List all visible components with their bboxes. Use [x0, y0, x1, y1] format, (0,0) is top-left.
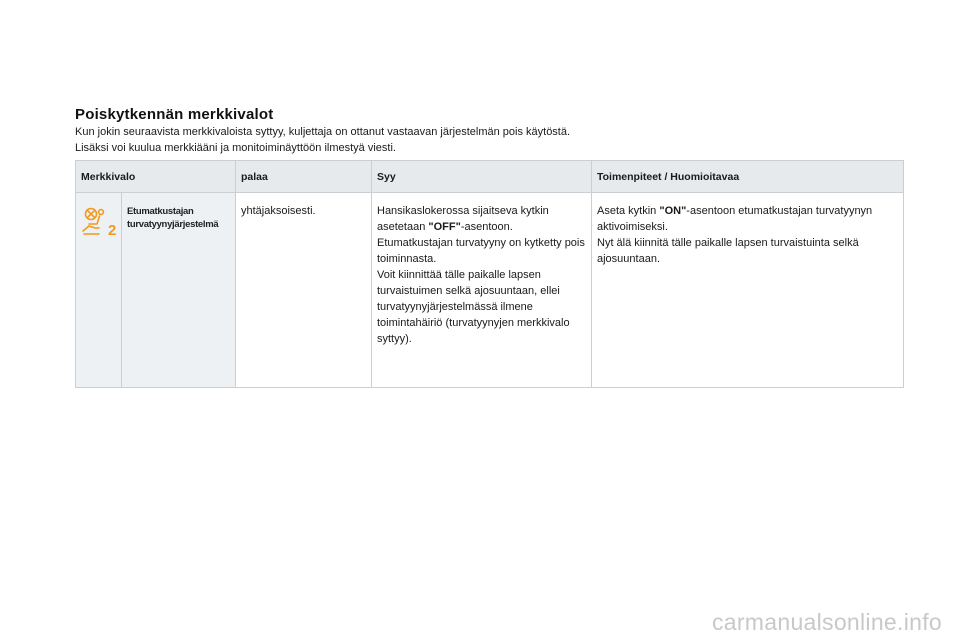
cause-paragraph: Etumatkustajan turvatyyny on kytketty pois toiminnasta. [377, 237, 585, 265]
lamp-name-cell [122, 193, 236, 388]
cause-text: -asentoon. [460, 221, 513, 233]
lamp-name [127, 205, 230, 231]
icon-cell [76, 193, 122, 388]
lamp-name-line: Etumatkustajan [127, 206, 194, 217]
action-quote: "ON" [659, 205, 687, 217]
action-text: -asentoon etumatkustajan turvatyynyn aktivoimiseksi. [597, 205, 873, 233]
svg-text:2: 2 [107, 222, 116, 237]
warning-lights-table [75, 160, 904, 388]
lamp-name-line: turvatyynyjärjestelmä [127, 219, 219, 230]
header-palaa: palaa [236, 161, 372, 193]
cause-cell [372, 193, 592, 388]
page-title: Poiskytkennän merkkivalot [75, 106, 274, 124]
intro-text [75, 124, 875, 156]
state-text: yhtäjaksoisesti. [241, 205, 316, 217]
cause-text: Hansikaslokerossa sijaitseva kytkin asetetaan [377, 205, 549, 233]
action-cell [592, 193, 904, 388]
watermark: carmanualsonline.info [711, 609, 942, 635]
cause-paragraph [377, 203, 586, 235]
cause-paragraph: Voit kiinnittää tälle paikalle lapsen turvaistuimen selkä ajosuuntaan, ellei turvatyynyjärjestelmässä ilmene toimintahäiriö (turvatyynyjen merkkivalo syttyy). [377, 269, 570, 345]
header-merkkivalo: Merkkivalo [76, 161, 236, 193]
header-toimenpiteet: Toimenpiteet / Huomioitavaa [592, 161, 904, 193]
table-header-row [76, 161, 904, 193]
passenger-airbag-off-icon [81, 207, 117, 237]
intro-line: Lisäksi voi kuulua merkkiääni ja monitoiminäyttöön ilmestyä viesti. [75, 142, 396, 154]
intro-line: Kun jokin seuraavista merkkivaloista syttyy, kuljettaja on ottanut vastaavan järjestelmän pois käytöstä. [75, 126, 571, 138]
cause-quote: "OFF" [428, 221, 461, 233]
action-paragraph: Nyt älä kiinnitä tälle paikalle lapsen turvaistuinta selkä ajosuuntaan. [597, 237, 859, 265]
action-text: Aseta kytkin [597, 205, 660, 217]
action-paragraph [597, 203, 898, 235]
state-cell [236, 193, 372, 388]
table-row [76, 193, 904, 388]
header-syy: Syy [372, 161, 592, 193]
